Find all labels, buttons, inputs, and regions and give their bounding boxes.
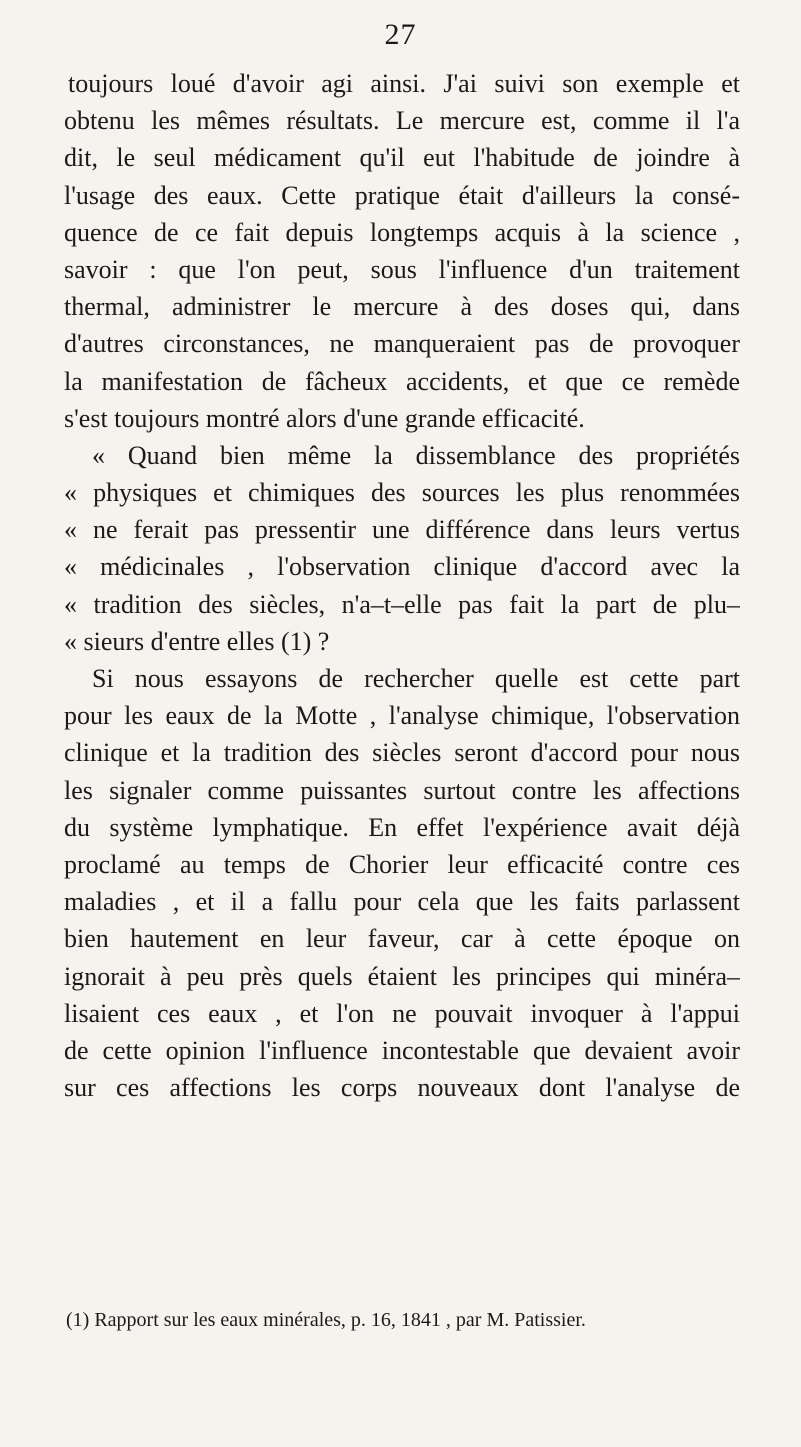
text-line: « sieurs d'entre elles (1) ? — [64, 626, 330, 656]
text-line: sur ces affections les corps nouveaux dont l'analyse de — [64, 1073, 740, 1103]
text-line: Si nous essayons de rechercher quelle est cette part — [92, 664, 740, 693]
text-line: dit, le seul médicament qu'il eut l'habitude de joindre à — [64, 143, 740, 173]
text-line: « ne ferait pas pressentir une différence dans leurs vertus — [64, 515, 740, 545]
text-line: proclamé au temps de Chorier leur efficacité contre ces — [64, 849, 740, 879]
text-line: quence de ce fait depuis longtemps acquis à la science , — [64, 217, 740, 247]
text-line: du système lymphatique. En effet l'expérience avait déjà — [64, 812, 740, 842]
text-line: pour les eaux de la Motte , l'analyse chimique, l'observation — [64, 701, 740, 731]
text-line: toujours loué d'avoir agi ainsi. J'ai suivi son exemple et — [68, 69, 740, 98]
body-text — [64, 65, 740, 1106]
text-line: « médicinales , l'observation clinique d'accord avec la — [64, 552, 740, 582]
text-line: maladies , et il a fallu pour cela que les faits parlassent — [64, 887, 740, 917]
footnote: (1) Rapport sur les eaux minérales, p. 16, 1841 , par M. Patissier. — [66, 1309, 586, 1331]
text-line: les signaler comme puissantes surtout contre les affections — [64, 775, 740, 805]
text-line: la manifestation de fâcheux accidents, et que ce remède — [64, 366, 740, 396]
text-line: d'autres circonstances, ne manqueraient pas de provoquer — [64, 329, 740, 359]
text-line: clinique et la tradition des siècles seront d'accord pour nous — [64, 738, 740, 768]
text-line: lisaient ces eaux , et l'on ne pouvait invoquer à l'appui — [64, 998, 740, 1028]
text-line: « physiques et chimiques des sources les plus renommées — [64, 478, 740, 508]
text-line: thermal, administrer le mercure à des doses qui, dans — [64, 292, 740, 322]
text-line: savoir : que l'on peut, sous l'influence d'un traitement — [64, 254, 740, 284]
page-number: 27 — [384, 18, 417, 51]
text-line: « tradition des siècles, n'a–t–elle pas fait la part de plu– — [64, 589, 740, 619]
text-line: bien hautement en leur faveur, car à cette époque on — [64, 924, 740, 954]
text-line: l'usage des eaux. Cette pratique était d'ailleurs la consé- — [64, 180, 740, 210]
text-line: obtenu les mêmes résultats. Le mercure est, comme il l'a — [64, 106, 740, 136]
text-line: « Quand bien même la dissemblance des propriétés — [92, 440, 740, 470]
text-line: s'est toujours montré alors d'une grande efficacité. — [64, 403, 585, 433]
text-line: de cette opinion l'influence incontestable que devaient avoir — [64, 1035, 740, 1065]
text-line: ignorait à peu près quels étaient les principes qui minéra– — [64, 961, 740, 991]
